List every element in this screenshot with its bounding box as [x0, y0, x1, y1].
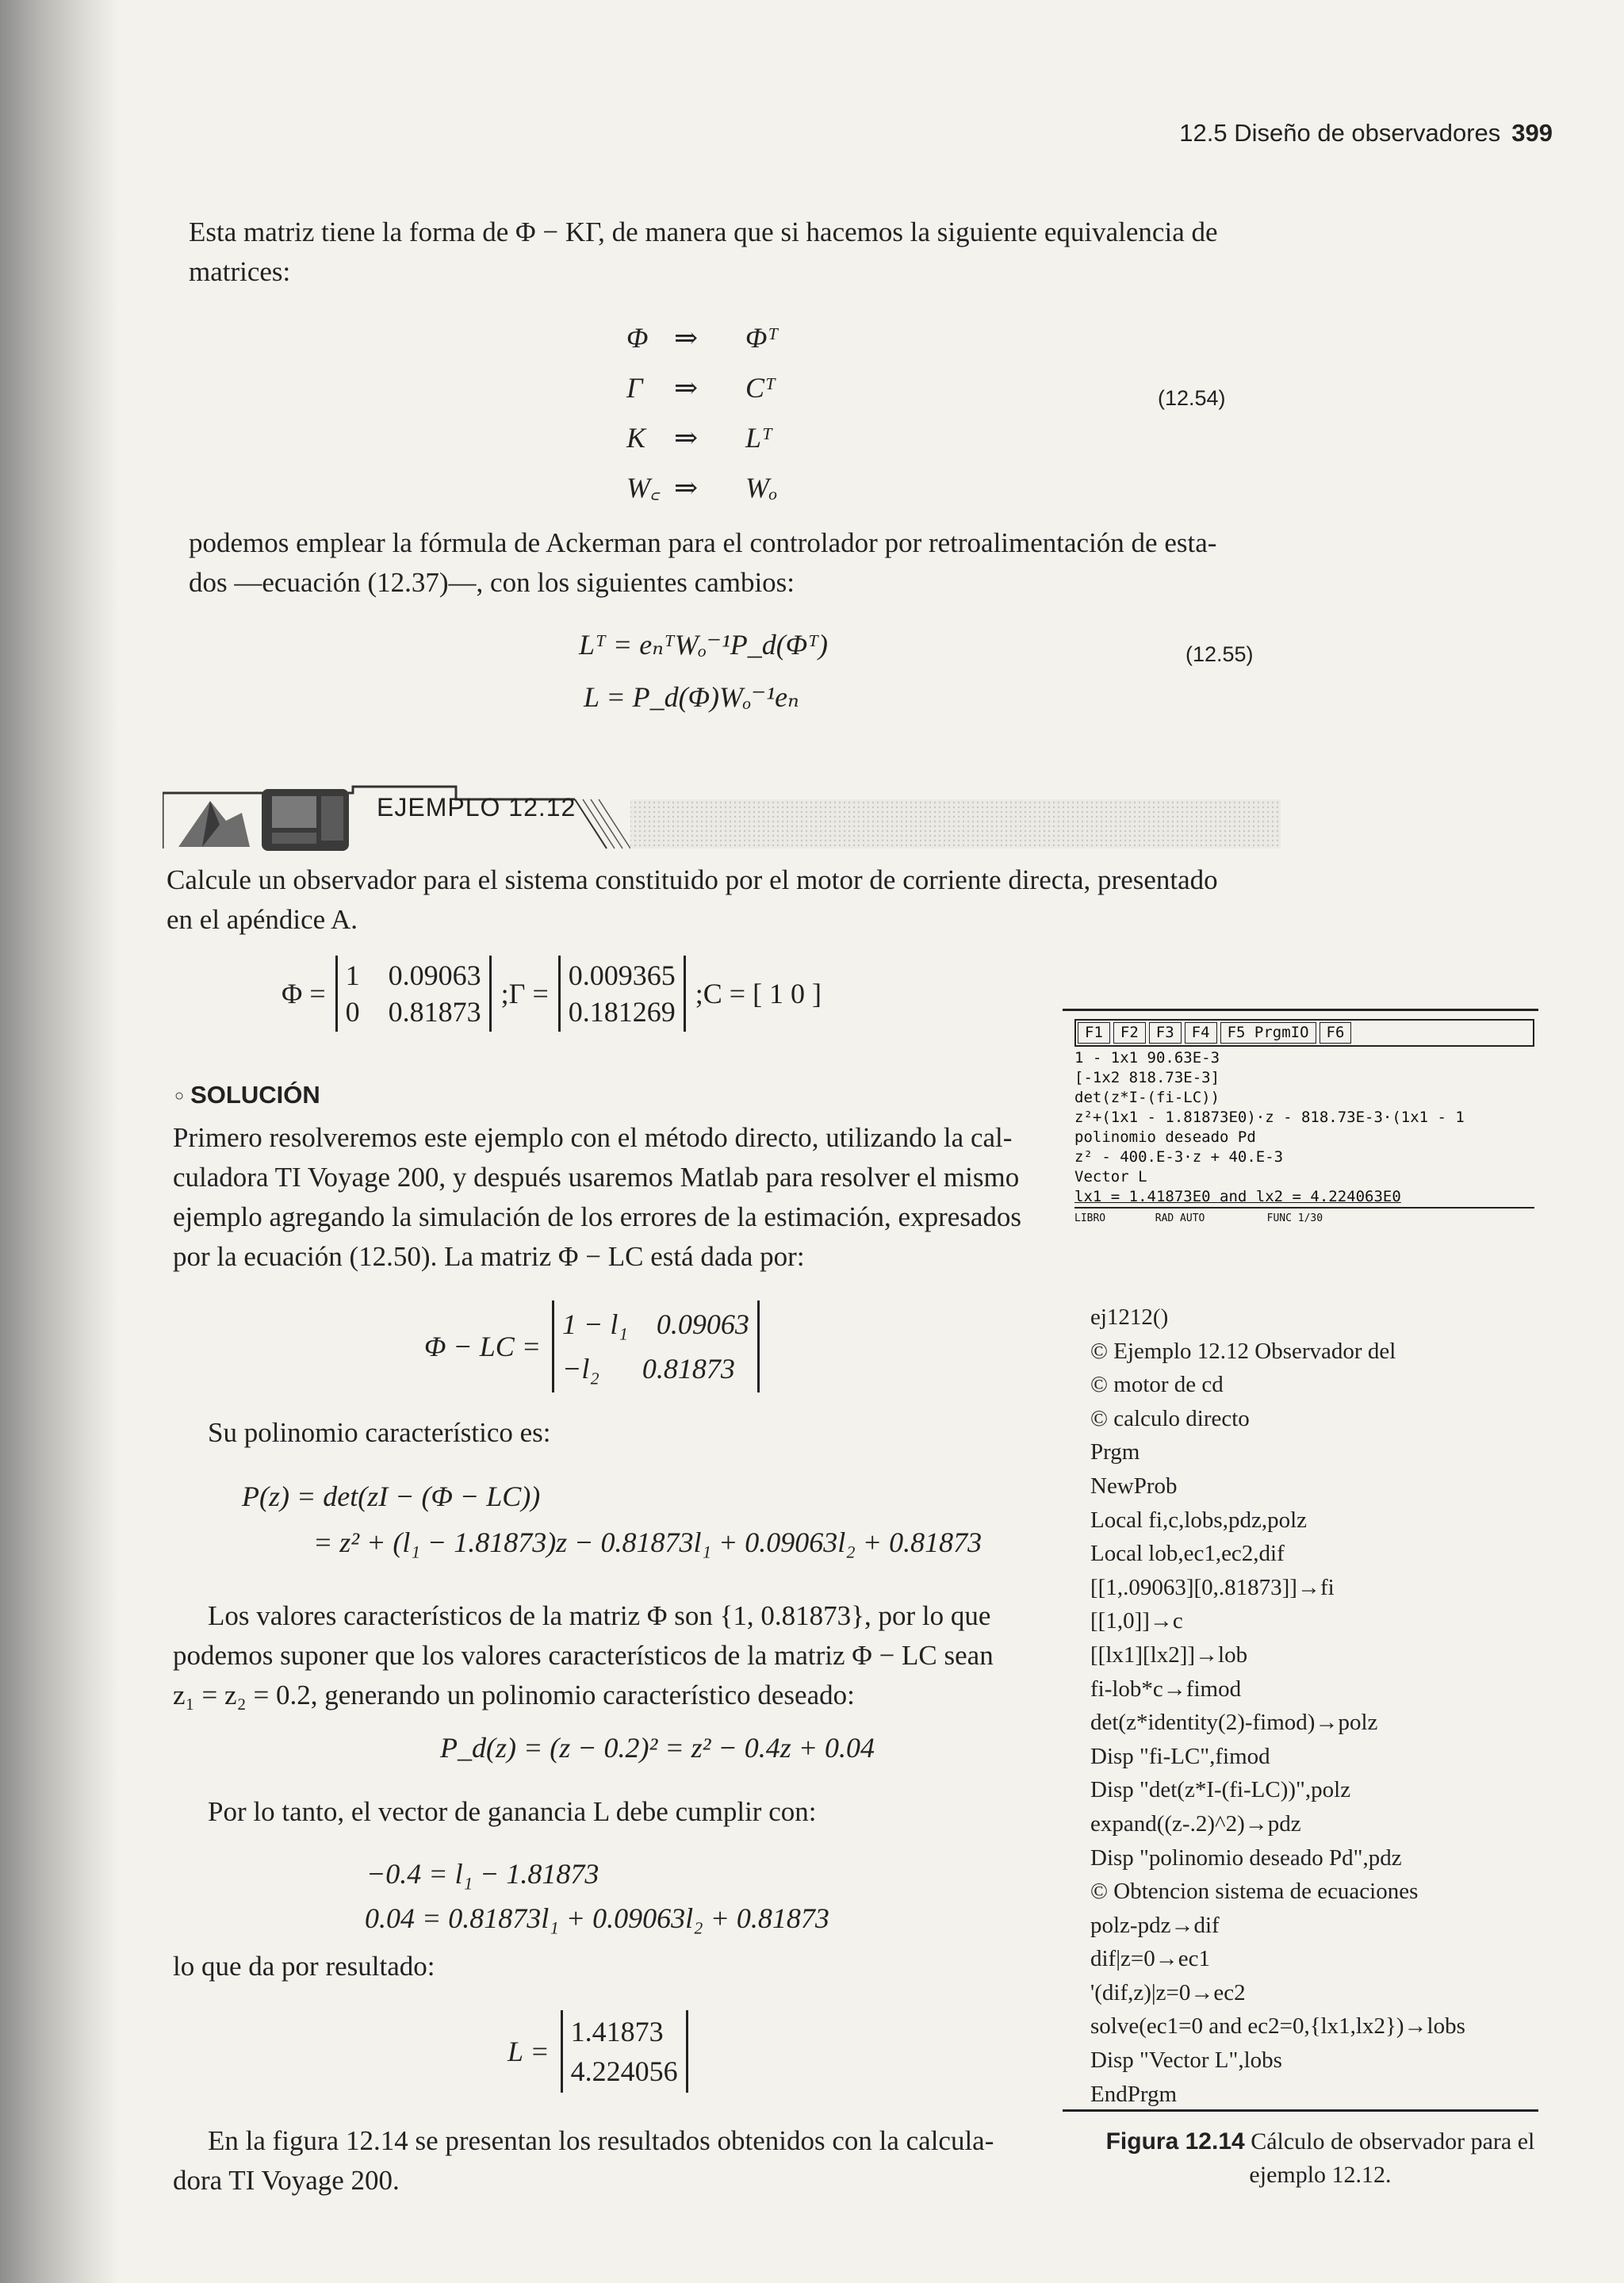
l-vector-equation	[508, 2010, 688, 2093]
section-title: 12.5 Diseño de observadores	[1179, 119, 1501, 147]
phi-lc-label: Φ − LC =	[424, 1331, 542, 1362]
code-line: Disp "polinomio deseado Pd",pdz	[1090, 1844, 1402, 1871]
example-line-2: en el apéndice A.	[167, 904, 358, 935]
matrix-row: 4.224056	[570, 2055, 678, 2087]
menu-tab-f1[interactable]: F1	[1078, 1022, 1110, 1044]
matrix-row: 0.181269	[568, 996, 676, 1028]
text-line: z₁ = z₂ = 0.2, generando un polinomio característico deseado:	[173, 1680, 855, 1710]
figure-top-rule	[1063, 1009, 1538, 1011]
menu-tab-f3[interactable]: F3	[1149, 1022, 1182, 1044]
equation-12-55	[579, 619, 828, 723]
code-line: © Obtencion sistema de ecuaciones	[1090, 1879, 1419, 1905]
solution-heading	[174, 1081, 320, 1109]
calc-line: polinomio deseado Pd	[1074, 1128, 1256, 1146]
text-line: dora TI Voyage 200.	[173, 2165, 400, 2196]
calc-line: [-1x2 818.73E-3]	[1074, 1069, 1220, 1086]
pz-line-1: P(z) = det(zI − (Φ − LC))	[242, 1481, 541, 1512]
text-line: ejemplo agregando la simulación de los errores de la estimación, expresados	[173, 1201, 1022, 1232]
code-line: © calculo directo	[1090, 1405, 1250, 1431]
arrow-icon: ⇒	[674, 322, 699, 354]
code-line: ej1212()	[1090, 1304, 1169, 1330]
figure-caption	[1098, 2125, 1542, 2192]
equation-number-12-54: (12.54)	[1158, 386, 1226, 410]
solution-paragraph-1	[173, 1118, 1053, 1277]
example-statement	[167, 860, 1530, 940]
eq-12-55-line-1: Lᵀ = eₙᵀWₒ⁻¹P_d(Φᵀ)	[579, 629, 829, 661]
code-line: [[lx1][lx2]]→lob	[1090, 1641, 1248, 1668]
eq-rhs: Cᵀ	[745, 372, 776, 404]
matrix-row: 1 0.09063	[345, 960, 481, 991]
ackerman-line-1: podemos emplear la fórmula de Ackerman para el controlador por retroalimentación de esta-	[189, 527, 1217, 558]
text-line: En la figura 12.14 se presentan los resultados obtenidos con la calcula-	[208, 2125, 994, 2156]
example-banner	[163, 777, 1281, 852]
gain-eq-1: −0.4 = l₁ − 1.81873	[366, 1858, 599, 1890]
system-matrices	[282, 956, 822, 1032]
code-line: © motor de cd	[1090, 1372, 1224, 1398]
menu-tab-f4[interactable]: F4	[1185, 1022, 1217, 1044]
ackerman-paragraph	[189, 523, 1553, 603]
caption-label: Figura 12.14	[1105, 2128, 1245, 2155]
calc-result-line: lx1 = 1.41873E0 and lx2 = 4.224063E0	[1074, 1188, 1401, 1205]
matrix-row: 1.41873	[570, 2016, 664, 2047]
page-number: 399	[1511, 119, 1553, 147]
intro-line-2: matrices:	[189, 256, 291, 287]
code-line: Disp "Vector L",lobs	[1090, 2047, 1282, 2074]
bullet-circle-icon: ○	[174, 1087, 185, 1105]
char-poly-intro: Su polinomio característico es:	[208, 1417, 551, 1448]
calculator-screen	[1074, 1019, 1534, 1273]
example-title: EJEMPLO 12.12	[377, 793, 576, 822]
final-paragraph	[173, 2121, 1053, 2201]
code-line: '(dif,z)|z=0→ec2	[1090, 1979, 1246, 2005]
calculator-status-bar: LIBRO RAD AUTO FUNC 1/30	[1074, 1207, 1534, 1228]
gamma-label: ;Γ =	[500, 978, 549, 1009]
text-line: Los valores característicos de la matriz Φ son {1, 0.81873}, por lo que	[208, 1600, 991, 1631]
code-line: Prgm	[1090, 1439, 1140, 1465]
code-line: fi-lob*c→fimod	[1090, 1676, 1242, 1702]
calculator-icon	[262, 789, 349, 851]
pz-line-2: = z² + (l₁ − 1.81873)z − 0.81873l₁ + 0.09063l₂ + 0.81873	[313, 1526, 982, 1558]
calculator-menu-bar	[1074, 1019, 1534, 1047]
eq-rhs: Wₒ	[745, 472, 778, 504]
code-line: expand((z-.2)^2)→pdz	[1090, 1810, 1301, 1837]
phi-minus-lc-equation	[424, 1300, 760, 1392]
calc-line: z² - 400.E-3·z + 40.E-3	[1074, 1148, 1284, 1166]
desired-polynomial: P_d(z) = (z − 0.2)² = z² − 0.4z + 0.04	[440, 1732, 875, 1764]
l-vector	[561, 2010, 688, 2093]
result-intro: lo que da por resultado:	[173, 1951, 435, 1982]
eq-rhs: Φᵀ	[745, 322, 779, 354]
eq-row	[626, 313, 778, 363]
solution-paragraph-2	[173, 1596, 1053, 1715]
code-line: Disp "fi-LC",fimod	[1090, 1743, 1270, 1769]
intro-paragraph	[189, 213, 1553, 292]
gain-intro: Por lo tanto, el vector de ganancia L debe cumplir con:	[208, 1796, 817, 1827]
eq-rhs: Lᵀ	[745, 422, 772, 454]
menu-tab-f6[interactable]: F6	[1320, 1022, 1352, 1044]
characteristic-polynomial	[242, 1473, 982, 1565]
matrix-row: −l₂ 0.81873	[562, 1353, 735, 1385]
code-line: solve(ec1=0 and ec2=0,{lx1,lx2})→lobs	[1090, 2013, 1465, 2040]
code-line: dif|z=0→ec1	[1090, 1946, 1210, 1972]
code-line: det(z*identity(2)-fimod)→polz	[1090, 1710, 1378, 1736]
calc-line: det(z*I-(fi-LC))	[1074, 1089, 1220, 1106]
eq-row	[626, 463, 778, 513]
gamma-matrix	[558, 956, 686, 1032]
eq-lhs: Γ	[626, 372, 643, 404]
matrix-row: 0.009365	[568, 960, 676, 991]
eq-lhs: K	[626, 422, 646, 454]
code-line: © Ejemplo 12.12 Observador del	[1090, 1338, 1396, 1364]
eq-row	[626, 363, 778, 413]
intro-line-1: Esta matriz tiene la forma de Φ − KΓ, de manera que si hacemos la siguiente equivalencia de	[189, 216, 1218, 247]
text-line: Primero resolveremos este ejemplo con el método directo, utilizando la cal-	[173, 1122, 1013, 1153]
equation-12-54	[626, 313, 778, 513]
arrow-icon: ⇒	[674, 372, 699, 404]
code-line: Disp "det(z*I-(fi-LC))",polz	[1090, 1777, 1351, 1803]
eq-row	[626, 413, 778, 463]
eq-lhs: Φ	[626, 322, 649, 354]
solution-heading-text: SOLUCIÓN	[190, 1081, 320, 1109]
phi-lc-matrix	[552, 1300, 760, 1392]
calc-line: 1 - 1x1 90.63E-3	[1074, 1049, 1220, 1067]
book-spine-shadow	[0, 0, 119, 2283]
code-line: Local fi,c,lobs,pdz,polz	[1090, 1507, 1307, 1533]
code-line: [[1,.09063][0,.81873]]→fi	[1090, 1574, 1335, 1600]
code-line: Local lob,ec1,ec2,dif	[1090, 1541, 1285, 1567]
text-line: culadora TI Voyage 200, y después usaremos Matlab para resolver el mismo	[173, 1162, 1020, 1193]
calc-line: Vector L	[1074, 1168, 1147, 1186]
eq-lhs: W꜀	[626, 472, 661, 504]
c-matrix: ;C = [ 1 0 ]	[695, 978, 822, 1009]
ackerman-line-2: dos —ecuación (12.37)—, con los siguientes cambios:	[189, 567, 795, 598]
program-listing	[1090, 1300, 1465, 2111]
code-line: [[1,0]]→c	[1090, 1608, 1183, 1634]
code-line: polz-pdz→dif	[1090, 1912, 1220, 1938]
example-line-1: Calcule un observador para el sistema constituido por el motor de corriente directa, presentado	[167, 864, 1218, 895]
phi-matrix	[335, 956, 492, 1032]
code-line: NewProb	[1090, 1473, 1178, 1499]
matlab-logo-icon	[178, 801, 250, 847]
phi-label: Φ =	[282, 978, 326, 1009]
gain-eq-2: 0.04 = 0.81873l₁ + 0.09063l₂ + 0.81873	[365, 1902, 829, 1934]
matrix-row: 1 − l₁ 0.09063	[562, 1308, 749, 1340]
caption-text: Cálculo de observador para el ejemplo 12.12.	[1249, 2128, 1535, 2188]
equation-number-12-55: (12.55)	[1185, 642, 1254, 666]
gain-equations	[365, 1852, 829, 1940]
menu-tab-f2[interactable]: F2	[1113, 1022, 1146, 1044]
l-label: L =	[508, 2036, 550, 2067]
matrix-row: 0 0.81873	[345, 996, 481, 1028]
text-line: podemos suponer que los valores característicos de la matriz Φ − LC sean	[173, 1640, 994, 1671]
arrow-icon: ⇒	[674, 472, 699, 504]
text-line: por la ecuación (12.50). La matriz Φ − LC está dada por:	[173, 1241, 805, 1272]
calc-line: z²+(1x1 - 1.81873E0)·z - 818.73E-3·(1x1 - 1	[1074, 1109, 1465, 1126]
eq-12-55-line-2: L = P_d(Φ)Wₒ⁻¹eₙ	[584, 681, 799, 713]
running-header	[1179, 119, 1553, 147]
arrow-icon: ⇒	[674, 422, 699, 454]
menu-tab-f5[interactable]: F5 PrgmIO	[1220, 1022, 1316, 1044]
code-line: EndPrgm	[1090, 2081, 1178, 2107]
